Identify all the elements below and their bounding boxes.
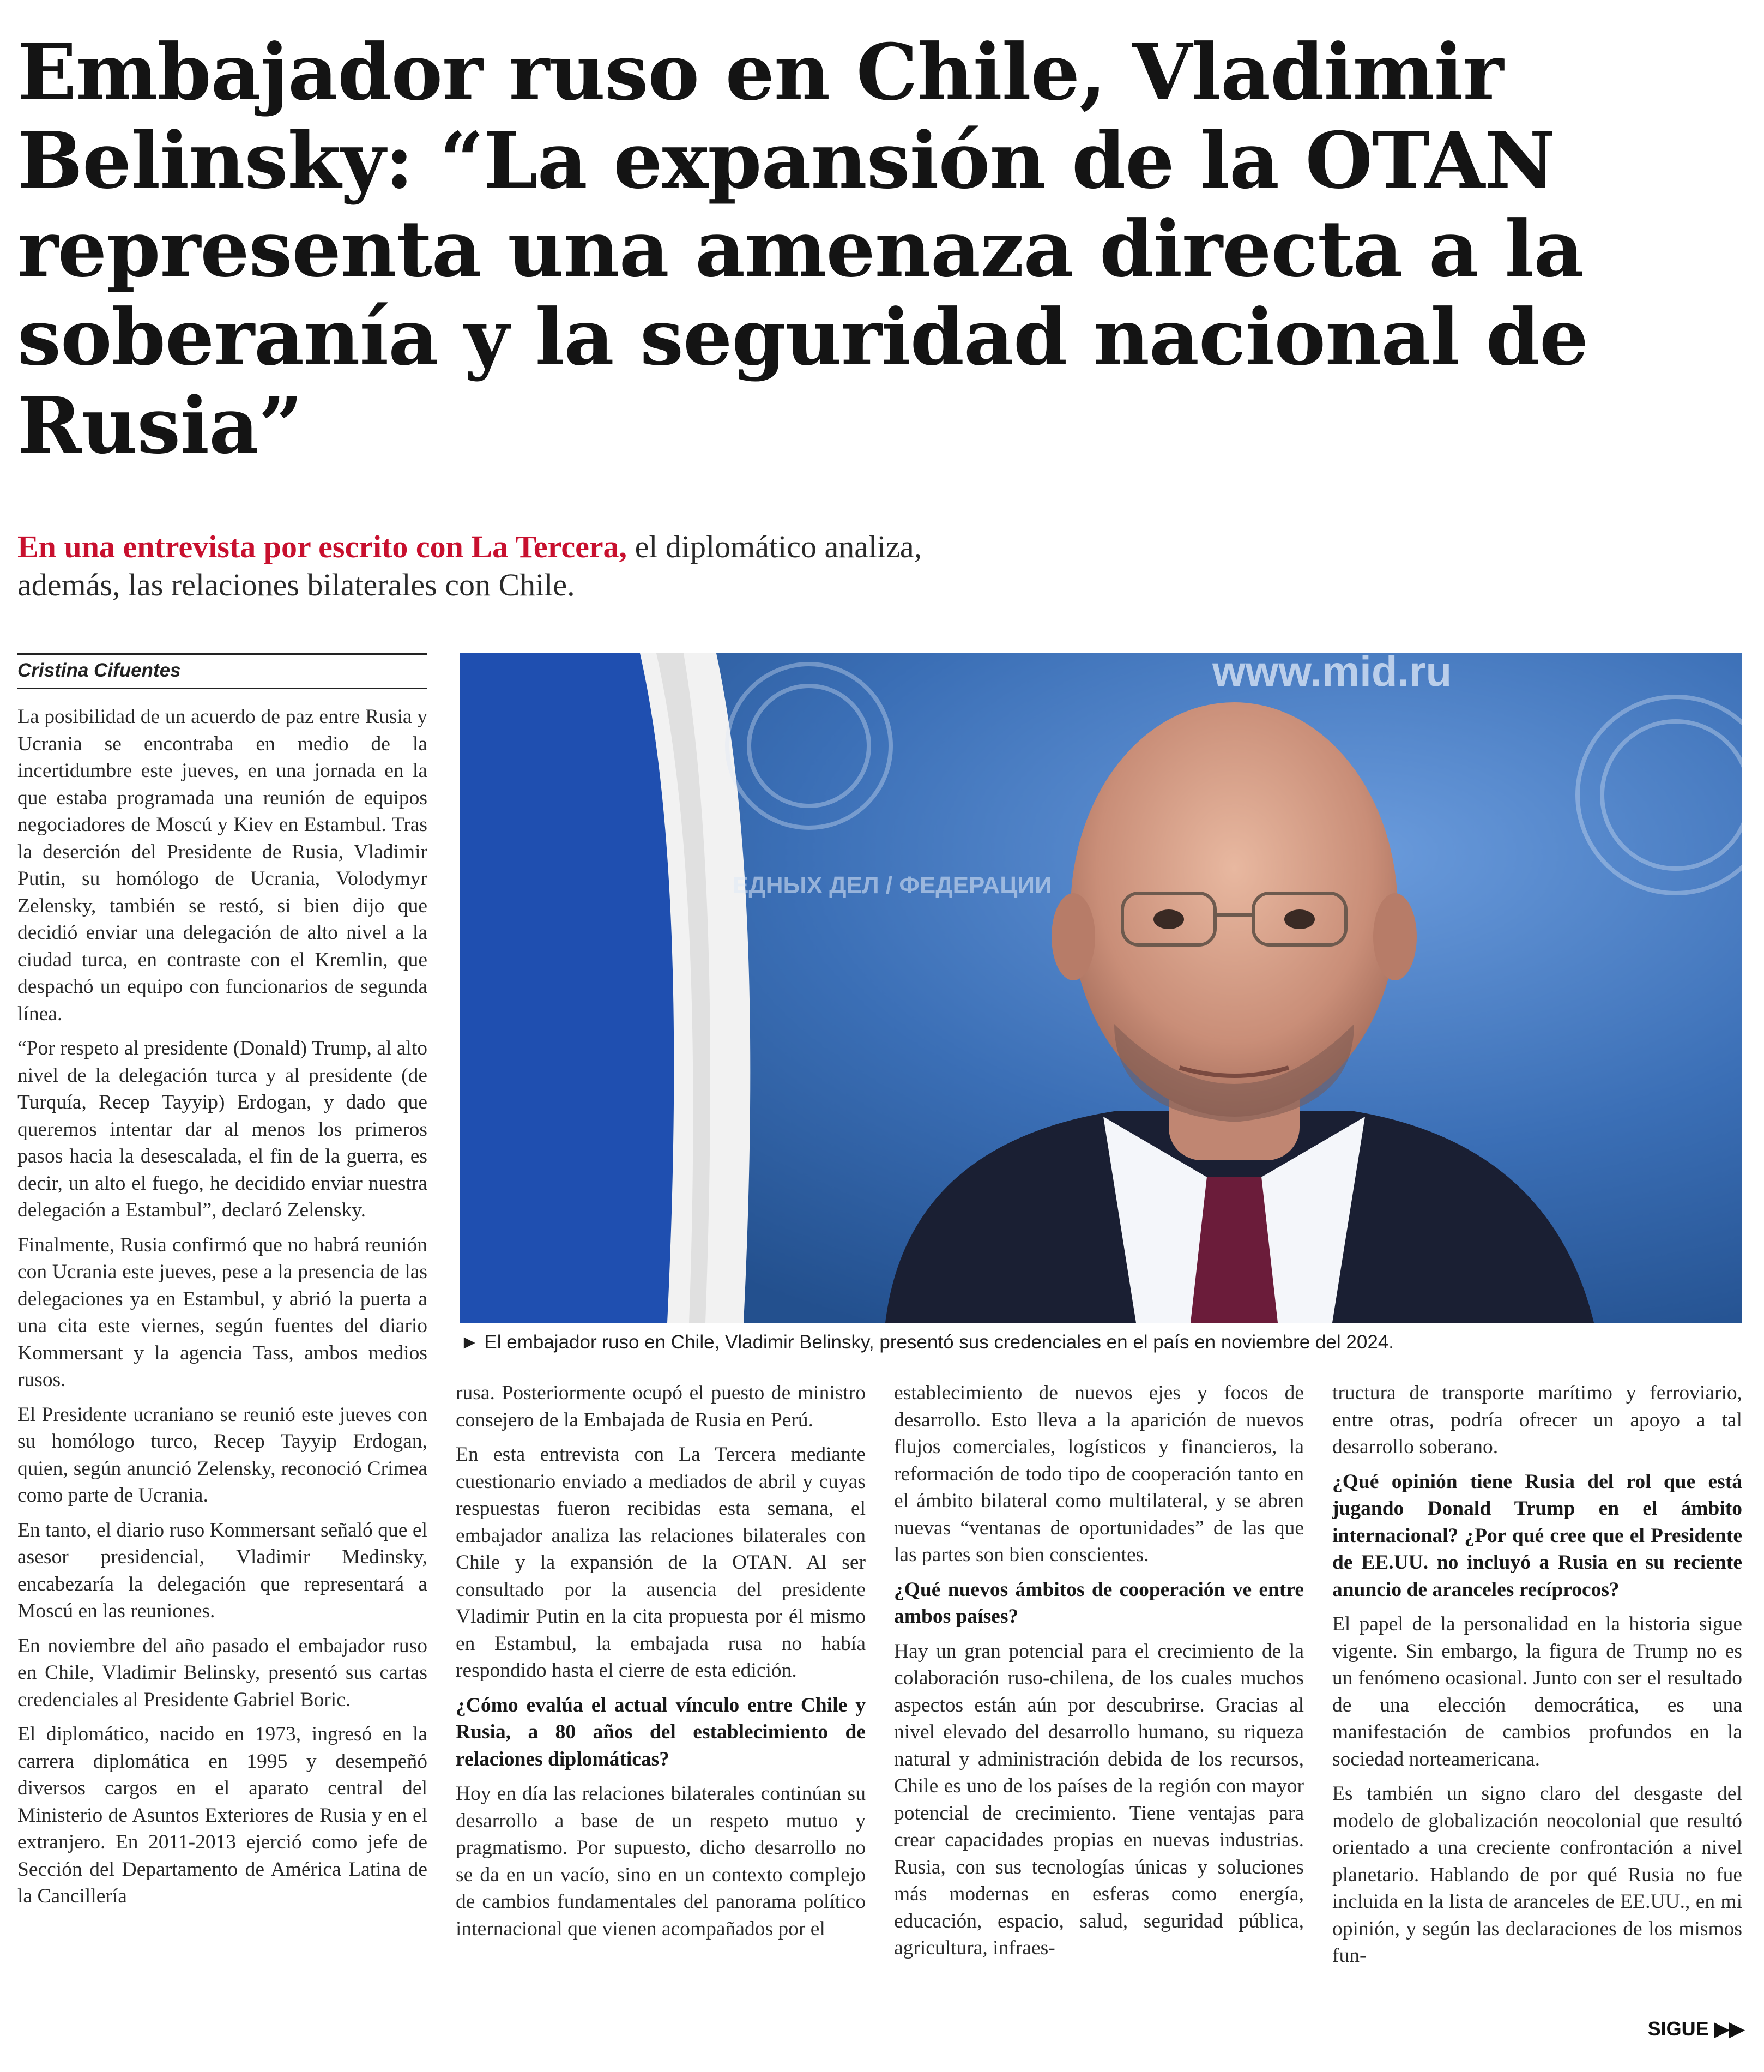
lead-paragraph — [17, 528, 944, 604]
body-paragraph: Hay un gran potencial para el crecimiento de la colaboración ruso-chilena, de los cuales muchos aspectos están aún por descubrirse. Gracias al nivel elevado del desarrollo humano, su riqueza natural y administración debida de los recursos, Chile es uno de los países de la región con mayor potencial de crecimiento. Tiene ventajas para crear capacidades propias en nuevas industrias. Rusia, con sus tecnologías únicas y soluciones más modernas en esferas como energía, educación, espacio, salud, seguridad pública, agricultura, infraes- — [894, 1640, 1304, 1959]
body-paragraph: rusa. Posteriormente ocupó el puesto de ministro consejero de la Embajada de Rusia en Perú. — [456, 1382, 866, 1431]
portrait-illustration — [460, 653, 1742, 1323]
body-paragraph: Hoy en día las relaciones bilaterales continúan su desarrollo a base de un respeto mutuo y pragmatismo. Por supuesto, dicho desarrollo no se da en un vacío, sino en un contexto complejo de cambios fundamentales del panorama político internacional que vienen acompañados por el — [456, 1782, 866, 1940]
continuation-marker: SIGUE ▶▶ — [1647, 2017, 1744, 2040]
body-paragraph: El papel de la personalidad en la historia sigue vigente. Sin embargo, la figura de Trump no es un fenómeno ocasional. Junto con ser el resultado de una elección democrática, es una manifestación de cambios profundos en la sociedad norteamericana. — [1332, 1613, 1742, 1770]
interview-question: ¿Qué opinión tiene Rusia del rol que está jugando Donald Trump en el ámbito internacional? ¿Por qué cree que el Presidente de EE.UU. no incluyó a Rusia en su reciente anuncio de aranceles recíprocos? — [1332, 1470, 1742, 1601]
lead-accent: En una entrevista por escrito con La Tercera, — [17, 529, 627, 564]
body-paragraph: Es también un signo claro del desgaste del modelo de globalización neocolonial que resultó orientado a una creciente confrontación a nivel planetario. Hablando de por qué Rusia no fue incluida en la lista de aranceles de EE.UU., en mi opinión, y según las declaraciones de los mismos fun- — [1332, 1782, 1742, 1967]
flag-blue-fold — [460, 653, 674, 1323]
article-column-4 — [1332, 1380, 1742, 2034]
interview-question: ¿Cómo evalúa el actual vínculo entre Chile y Rusia, a 80 años del establecimiento de relaciones diplomáticas? — [456, 1694, 866, 1770]
body-paragraph: tructura de transporte marítimo y ferroviario, entre otras, podría ofrecer un apoyo a tal desarrollo soberano. — [1332, 1382, 1742, 1458]
watermark-text: www.mid.ru — [1212, 653, 1452, 695]
article-column-1 — [17, 703, 427, 1974]
photo-caption — [460, 1330, 1742, 1354]
caption-marker: ► — [460, 1332, 479, 1353]
caption-text: El embajador ruso en Chile, Vladimir Belinsky, presentó sus credenciales en el país en noviembre del 2024. — [484, 1332, 1394, 1353]
lead-rest: el diplomático analiza, además, las relaciones bilaterales con Chile. — [17, 529, 922, 603]
body-paragraph: En tanto, el diario ruso Kommersant señaló que el asesor presidencial, Vladimir Medinsky, encabezaría la delegación que representará a Moscú en las reuniones. — [17, 1519, 427, 1622]
body-paragraph: La posibilidad de un acuerdo de paz entre Rusia y Ucrania se encontraba en medio de la incertidumbre este jueves, en una jornada en la que estaba programada una reunión de equipos negociadores de Moscú y Kiev en Estambul. Tras la deserción del Presidente de Rusia, Vladimir Putin, su homólogo de Ucrania, Volodymyr Zelensky, también se restó, si bien dijo que decidió enviar una delegación de alto nivel a la ciudad turca, en contraste con el Kremlin, que despachó un equipo con funcionarios de segunda línea. — [17, 706, 427, 1025]
headline: Embajador ruso en Chile, Vladimir Belinsky: “La expansión de la OTAN representa una amenaza directa a la soberanía y la seguridad nacional de Rusia” — [17, 27, 1588, 471]
body-paragraph: establecimiento de nuevos ejes y focos de desarrollo. Esto lleva a la aparición de nuevos flujos comerciales, logísticos y financieros, la reformación de todo tipo de cooperación tanto en el ámbito bilateral como multilateral, y se abren nuevas “ventanas de oportunidades” de las que las partes son bien conscientes. — [894, 1382, 1304, 1566]
byline-bottom-rule — [17, 688, 427, 689]
ambassador-photo — [460, 653, 1742, 1323]
interview-question: ¿Qué nuevos ámbitos de cooperación ve entre ambos países? — [894, 1578, 1304, 1628]
byline: Cristina Cifuentes — [17, 660, 181, 681]
body-paragraph: Finalmente, Rusia confirmó que no habrá reunión con Ucrania este jueves, pese a la presencia de las delegaciones ya en Estambul, y abrió la puerta a una cita este viernes, según fuentes del diario Kommersant y la agencia Tass, ambos medios rusos. — [17, 1233, 427, 1391]
article-column-3 — [894, 1380, 1304, 2034]
article-column-2 — [456, 1380, 866, 2034]
body-paragraph: En noviembre del año pasado el embajador ruso en Chile, Vladimir Belinsky, presentó sus cartas credenciales al Presidente Gabriel Boric. — [17, 1634, 427, 1711]
body-paragraph: El diplomático, nacido en 1973, ingresó en la carrera diplomática en 1995 y desempeñó diversos cargos en el aparato central del Ministerio de Asuntos Exteriores de Rusia y en el extranjero. En 2011-2013 ejerció como jefe de Sección del Departamento de América Latina de la Cancillería — [17, 1723, 427, 1907]
body-paragraph: “Por respeto al presidente (Donald) Trump, al alto nivel de la delegación turca y al presidente (de Turquía, Recep Tayyip) Erdogan, y dado que queremos intentar dar al menos los primeros pasos hacia la desescalada, el fin de la guerra, es decir, un alto el fuego, he decidido enviar nuestra delegación a Estambul”, declaró Zelensky. — [17, 1037, 427, 1221]
body-paragraph: El Presidente ucraniano se reunió este jueves con su homólogo turco, Recep Tayyip Erdogan, quien, según anunció Zelensky, reconoció Crimea como parte de Ucrania. — [17, 1403, 427, 1507]
body-paragraph: En esta entrevista con La Tercera mediante cuestionario enviado a mediados de abril y cuyas respuestas fueron recibidas esta semana, el embajador analiza las relaciones bilaterales con Chile y la expansión de la OTAN. Al ser consultado por la ausencia del presidente Vladimir Putin en la cita propuesta por él mismo en Estambul, la embajada rusa no había respondido hasta el cierre de esta edición. — [456, 1443, 866, 1682]
emblem-text: ЕДНЫХ ДЕЛ / ФЕДЕРАЦИИ — [733, 872, 1052, 899]
byline-top-rule — [17, 653, 427, 655]
